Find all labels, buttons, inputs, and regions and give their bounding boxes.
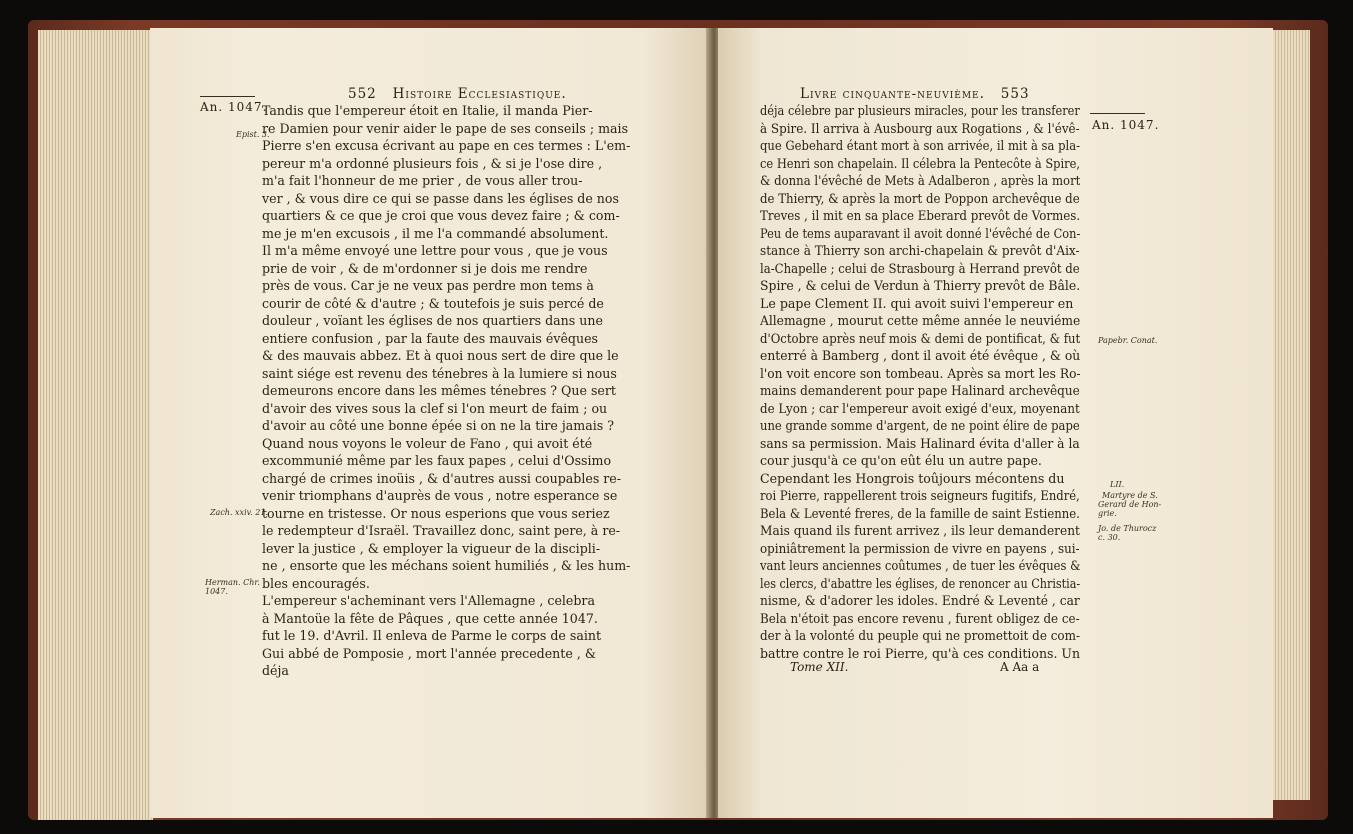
text-line: Cependant les Hongrois toûjours mécontens du xyxy=(760,470,1065,486)
text-line: m'a fait l'honneur de me prier , de vous aller trou- xyxy=(262,173,583,188)
text-line: lever la justice , & employer la vigueur de la discipli- xyxy=(262,540,601,556)
text-line: ne , ensorte que les méchans soient humiliés , & les hum- xyxy=(262,558,631,573)
footer-volume: Tome XII. xyxy=(790,660,849,674)
text-line: nisme, & d'adorer les idoles. Endré & Leventé , car xyxy=(760,593,1080,608)
text-line: opiniâtrement la permission de vivre en payens , sui- xyxy=(760,540,1080,556)
text-line: tourne en tristesse. Or nous esperions que vous seriez xyxy=(262,505,610,521)
text-line: une grande somme d'argent, de ne point élire de pape xyxy=(760,418,1080,433)
footer-signature: A Aa a xyxy=(1000,660,1040,674)
text-line: battre contre le roi Pierre, qu'à ces conditions. Un xyxy=(760,645,1081,661)
text-line: d'avoir au côté une bonne épée si on ne la tire jamais ? xyxy=(262,418,614,433)
text-line: saint siége est revenu des ténebres à la lumiere si nous xyxy=(262,365,617,381)
right-margin-note: Papebr. Conat. xyxy=(1098,336,1158,345)
text-line: roi Pierre, rappellerent trois seigneurs fugitifs, Endré, xyxy=(760,488,1080,503)
text-line: enterré à Bamberg , dont il avoit été évêque , & où xyxy=(760,348,1081,363)
text-line: le redempteur d'Israël. Travaillez donc, saint pere, à re- xyxy=(262,523,621,538)
text-line: courir de côté & d'autre ; & toutefois je suis percé de xyxy=(262,295,604,311)
text-line: L'empereur s'acheminant vers l'Allemagne , celebra xyxy=(262,593,595,608)
text-line: près de vous. Car je ne veux pas perdre mon tems à xyxy=(262,278,594,293)
text-line: à Spire. Il arriva à Ausbourg aux Rogations , & l'évê- xyxy=(760,120,1080,136)
text-line: venir triomphans d'auprès de vous , notre esperance se xyxy=(262,488,618,503)
left-body-text xyxy=(262,102,687,680)
text-line: Pierre s'en excusa écrivant au pape en ces termes : L'em- xyxy=(262,138,631,153)
left-title: Histoire Ecclesiastique. xyxy=(392,86,567,102)
text-line: ce Henri son chapelain. Il célebra la Pentecôte à Spire, xyxy=(760,155,1080,171)
text-line: stance à Thierry son archi-chapelain & prevôt d'Aix- xyxy=(760,243,1080,258)
text-line: Mais quand ils furent arrivez , ils leur demanderent xyxy=(760,523,1080,538)
left-page-number: 552 xyxy=(348,86,377,102)
text-line: excommunié même par les faux papes , celui d'Ossimo xyxy=(262,453,612,468)
text-line: der à la volonté du peuple qui ne promettoit de com- xyxy=(760,628,1081,643)
text-line: & donna l'évêché de Mets à Adalberon , après la mort xyxy=(760,173,1081,188)
text-line: quartiers & ce que je croi que vous devez faire ; & com- xyxy=(262,208,620,223)
text-line: bles encouragés. xyxy=(262,575,370,591)
text-line: Tandis que l'empereur étoit en Italie, il manda Pier- xyxy=(262,103,593,118)
text-line: douleur , voïant les églises de nos quartiers dans une xyxy=(262,313,603,328)
text-line: demeurons encore dans les mêmes ténebres ? Que sert xyxy=(262,383,616,398)
text-line: déja célebre par plusieurs miracles, pour les transferer xyxy=(760,103,1080,118)
text-line: ver , & vous dire ce qui se passe dans les églises de nos xyxy=(262,190,619,206)
text-line: fut le 19. d'Avril. Il enleva de Parme le corps de saint xyxy=(262,628,602,643)
left-margin-note: Epist. 3. xyxy=(236,130,270,139)
text-line: les clercs, d'abattre les églises, de renoncer au Christia- xyxy=(760,575,1081,591)
right-margin-note: Jo. de Thurocz xyxy=(1098,524,1157,533)
right-page-number: 553 xyxy=(1000,86,1030,102)
right-running-head xyxy=(800,86,1030,102)
text-line: Quand nous voyons le voleur de Fano , qui avoit été xyxy=(262,435,593,451)
text-line: Gui abbé de Pomposie , mort l'année precedente , & xyxy=(262,645,597,661)
text-line: que Gebehard étant mort à son arrivée, il mit à sa pla- xyxy=(760,138,1081,153)
right-margin-note: LII. xyxy=(1110,480,1125,489)
text-line: de Lyon ; car l'empereur avoit exigé d'eux, moyenant xyxy=(760,400,1080,416)
right-margin-note: grie. xyxy=(1098,509,1117,518)
right-margin-note: c. 30. xyxy=(1098,533,1121,542)
text-line: l'on voit encore son tombeau. Après sa mort les Ro- xyxy=(760,365,1081,381)
text-line: de Thierry, & après la mort de Poppon archevêque de xyxy=(760,190,1080,206)
text-line: Peu de tems auparavant il avoit donné l'évêché de Con- xyxy=(760,225,1081,241)
left-margin-note: Zach. xxiv. 21. xyxy=(210,508,269,517)
text-line: chargé de crimes inoüis , & d'autres aussi coupables re- xyxy=(262,470,622,486)
text-line: Le pape Clement II. qui avoit suivi l'empereur en xyxy=(760,295,1074,311)
text-line: Treves , il mit en sa place Eberard prevôt de Vormes. xyxy=(760,208,1080,223)
text-line: Allemagne , mourut cette même année le neuviéme xyxy=(760,313,1081,328)
right-margin-note: Martyre de S. xyxy=(1102,491,1158,500)
text-line: la-Chapelle ; celui de Strasbourg à Herrand prevôt de xyxy=(760,260,1080,276)
right-margin-note: Gerard de Hon- xyxy=(1098,500,1162,509)
text-line: entiere confusion , par la faute des mauvais évêques xyxy=(262,330,598,346)
text-line: cour jusqu'à ce qu'on eût élu un autre pape. xyxy=(760,453,1042,468)
text-line: mains demanderent pour pape Halinard archevêque xyxy=(760,383,1080,398)
text-line: & des mauvais abbez. Et à quoi nous sert de dire que le xyxy=(262,348,619,363)
page-edges-right xyxy=(1270,30,1310,800)
text-line: à Mantoüe la fête de Pâques , que cette année 1047. xyxy=(262,610,598,626)
right-year-label: An. 1047. xyxy=(1092,118,1160,132)
text-line: me je m'en excusois , il me l'a commandé absolument. xyxy=(262,225,609,241)
year-rule-right xyxy=(1090,113,1145,114)
text-line: prie de voir , & de m'ordonner si je dois me rendre xyxy=(262,260,588,276)
right-title: Livre cinquante-neuvième. xyxy=(800,86,985,102)
text-line: Bela & Leventé freres, de la famille de saint Estienne. xyxy=(760,505,1080,521)
text-line: pereur m'a ordonné plusieurs fois , & si je l'ose dire , xyxy=(262,155,603,171)
right-body-text xyxy=(760,102,1080,662)
text-line: d'Octobre après neuf mois & demi de pontificat, & fut xyxy=(760,330,1081,346)
text-line: déja xyxy=(262,663,289,678)
left-year-label: An. 1047. xyxy=(200,100,268,114)
year-rule-left xyxy=(200,96,255,97)
left-running-head xyxy=(348,86,567,102)
text-line: Bela n'étoit pas encore revenu , furent obligez de ce- xyxy=(760,610,1080,626)
text-line: re Damien pour venir aider le pape de ses conseils ; mais xyxy=(262,120,629,136)
left-margin-note: Herman. Chr. 1047. xyxy=(205,578,260,596)
text-line: vant leurs anciennes coûtumes , de tuer les évêques & xyxy=(760,558,1081,573)
text-line: Il m'a même envoyé une lettre pour vous , que je vous xyxy=(262,243,608,258)
text-line: sans sa permission. Mais Halinard évita d'aller à la xyxy=(760,435,1080,451)
text-line: d'avoir des vives sous la clef si l'on meurt de faim ; ou xyxy=(262,400,608,416)
text-line: Spire , & celui de Verdun à Thierry prevôt de Bâle. xyxy=(760,278,1081,293)
page-edges-left xyxy=(38,30,153,820)
